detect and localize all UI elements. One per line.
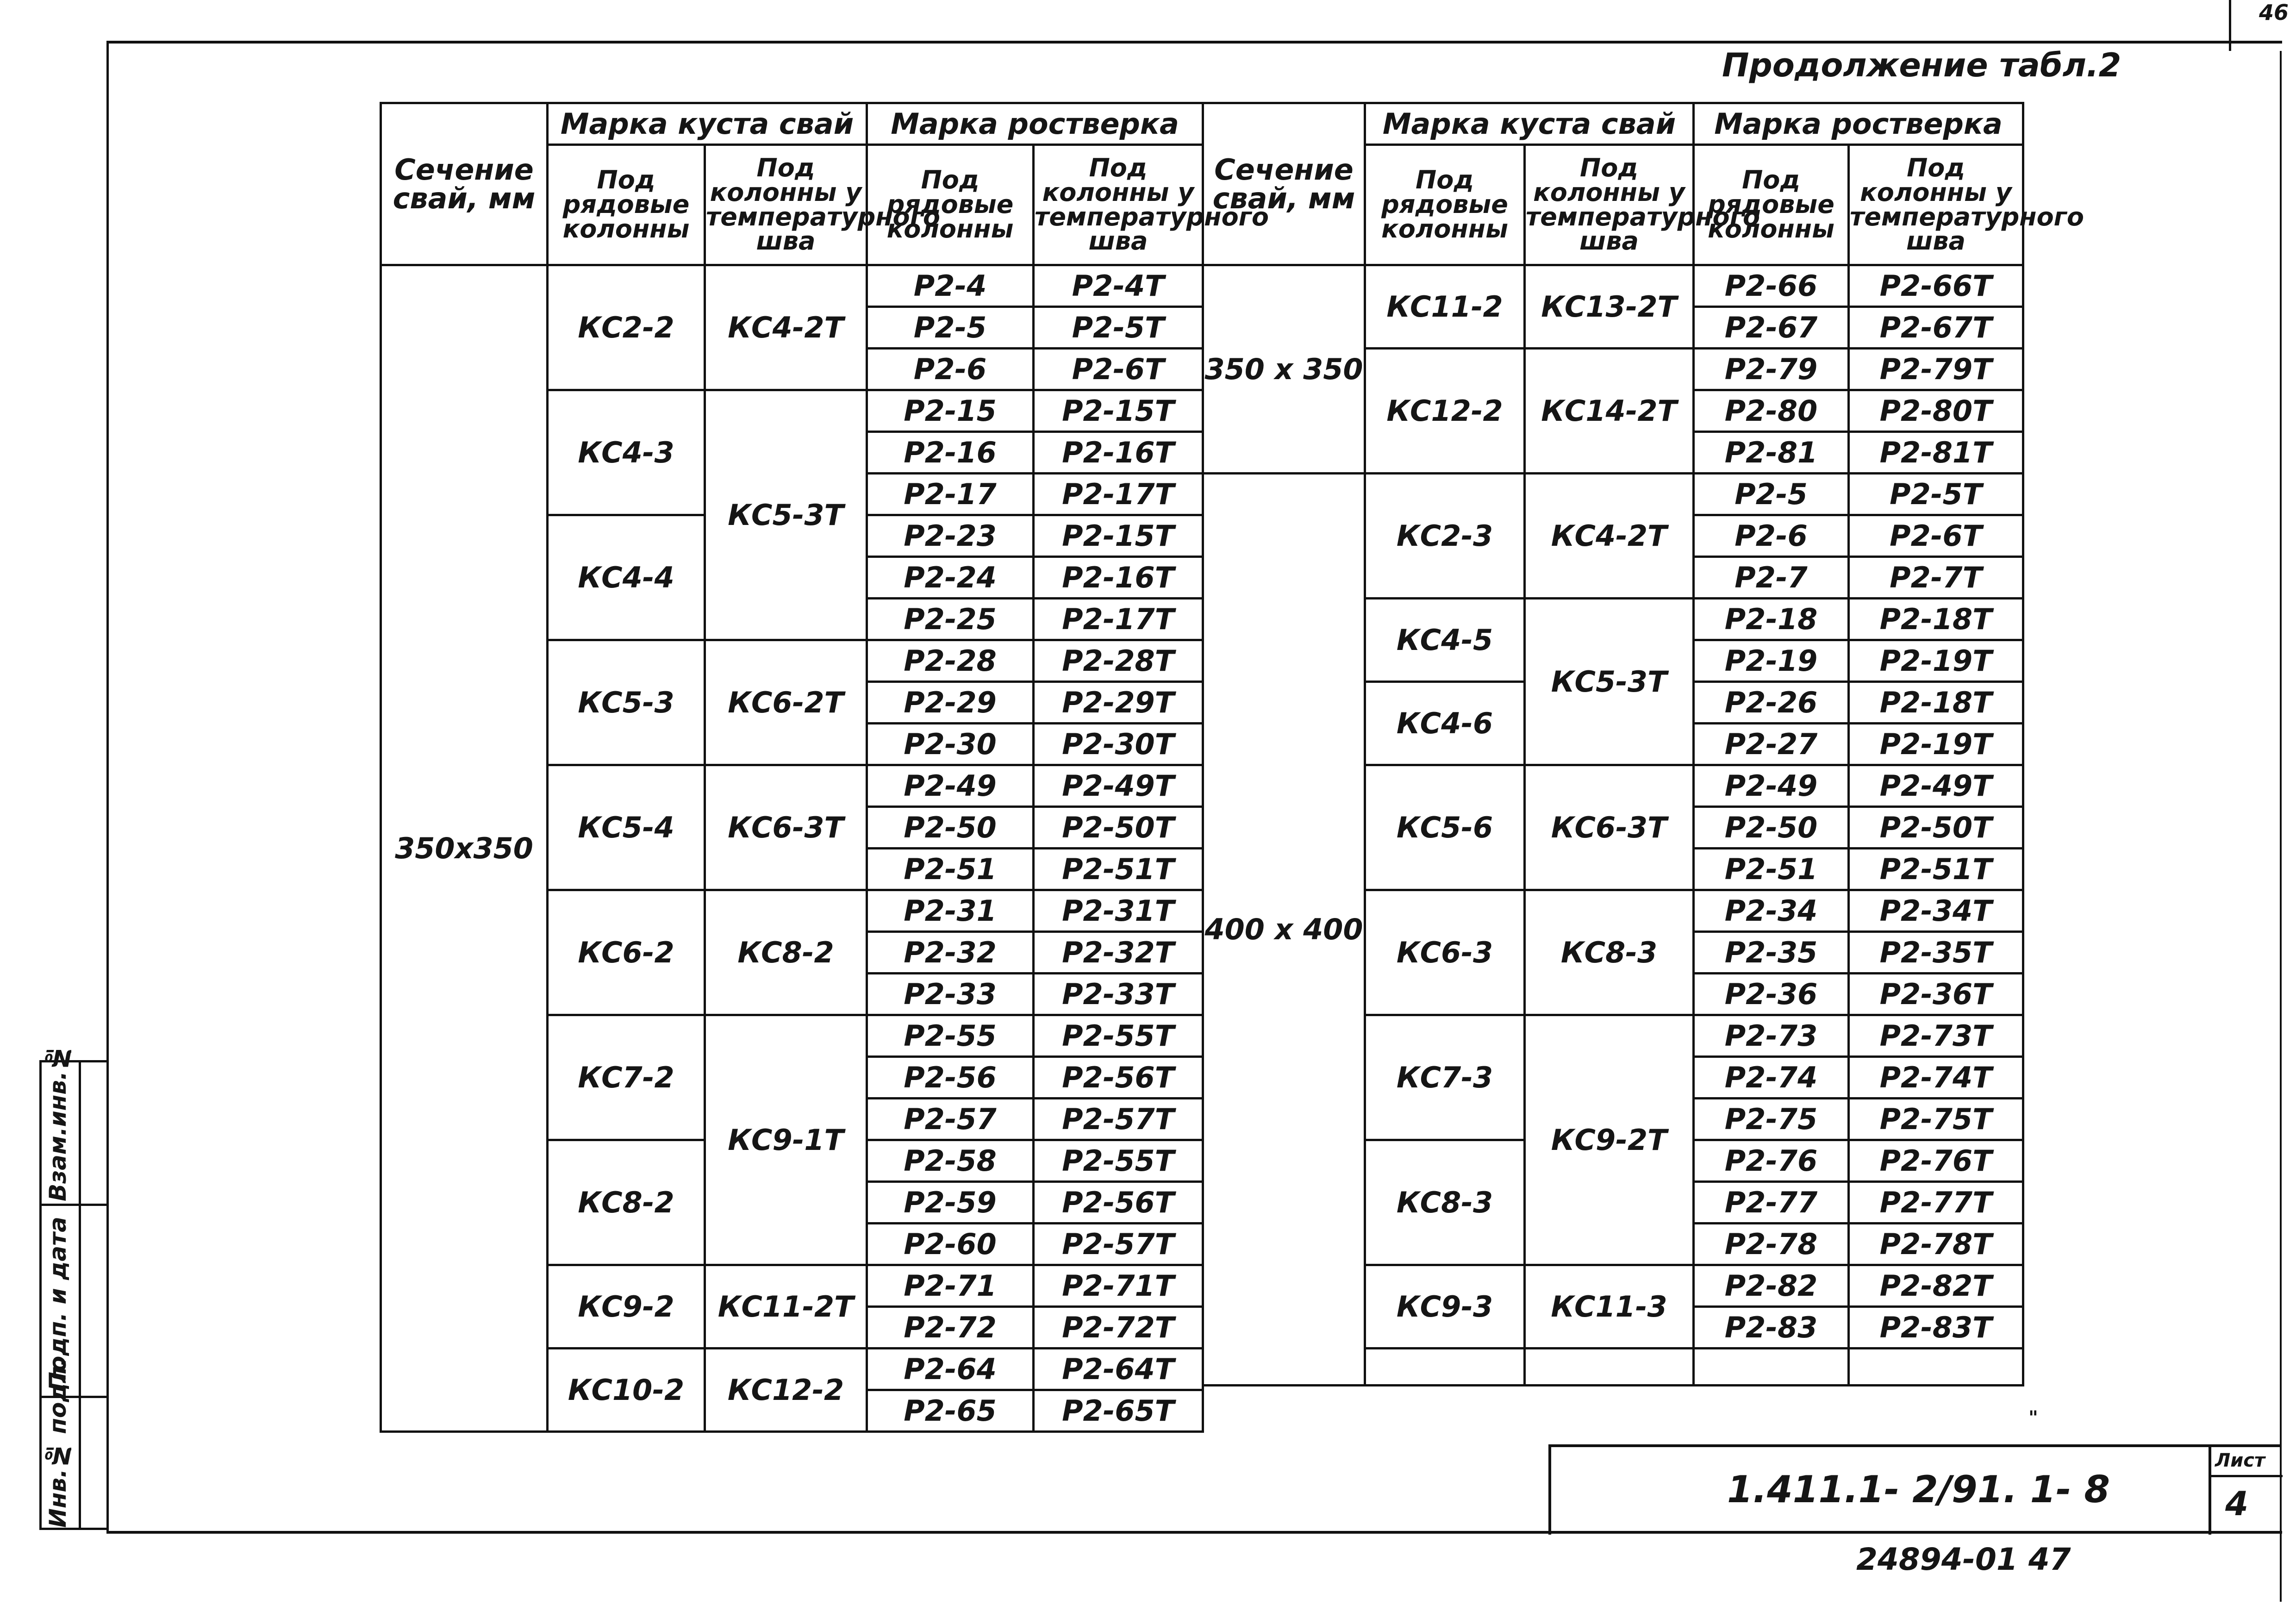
grillage-temp: Р2-29Т — [1034, 682, 1203, 724]
grillage-row: Р2-51 — [1694, 849, 1849, 890]
stamp-label-inv-no: Инв.№ подл. — [44, 1357, 71, 1528]
piles-table-left — [380, 102, 1269, 1433]
empty-cell — [1365, 1349, 1525, 1386]
grillage-temp: Р2-50Т — [1849, 807, 2023, 849]
grillage-row: Р2-33 — [867, 974, 1034, 1015]
grillage-temp: Р2-15Т — [1034, 515, 1203, 557]
row-cluster: КС7-3 — [1365, 1015, 1525, 1140]
title-block — [1548, 1444, 2280, 1535]
header-grillage: Марка ростверка — [867, 103, 1203, 145]
grillage-temp: Р2-67Т — [1849, 307, 2023, 349]
grillage-temp: Р2-80Т — [1849, 390, 2023, 432]
temp-cluster: КС8-3 — [1525, 890, 1694, 1015]
row-cluster: КС6-2 — [548, 890, 705, 1015]
header-pile-cluster: Марка куста свай — [548, 103, 867, 145]
grillage-temp: Р2-83Т — [1849, 1307, 2023, 1349]
grillage-row: Р2-59 — [867, 1182, 1034, 1224]
header-pile-cluster: Марка куста свай — [1365, 103, 1694, 145]
grillage-row: Р2-80 — [1694, 390, 1849, 432]
piles-table-right — [1202, 102, 2084, 1386]
row-cluster: КС9-3 — [1365, 1265, 1525, 1349]
row-cluster: КС2-3 — [1365, 474, 1525, 599]
grillage-temp: Р2-32Т — [1034, 932, 1203, 974]
grillage-temp: Р2-5Т — [1849, 474, 2023, 515]
sheet-divider — [2211, 1475, 2283, 1477]
row-cluster: КС4-3 — [548, 390, 705, 515]
grillage-row: Р2-73 — [1694, 1015, 1849, 1057]
temp-cluster: КС11-2Т — [705, 1265, 867, 1349]
row-cluster: КС11-2 — [1365, 265, 1525, 349]
row-cluster: КС5-3 — [548, 640, 705, 765]
grillage-temp: Р2-64Т — [1034, 1349, 1203, 1390]
grillage-row: Р2-55 — [867, 1015, 1034, 1057]
grillage-row: Р2-49 — [1694, 765, 1849, 807]
grillage-row: Р2-7 — [1694, 557, 1849, 599]
grillage-temp: Р2-33Т — [1034, 974, 1203, 1015]
empty-cell — [1694, 1349, 1849, 1386]
temp-cluster: КС5-3Т — [1525, 599, 1694, 765]
section-value: 400 x 400 — [1203, 474, 1365, 1386]
grillage-row: Р2-57 — [867, 1099, 1034, 1140]
grillage-temp: Р2-65Т — [1034, 1390, 1203, 1432]
grillage-row: Р2-4 — [867, 265, 1034, 307]
header-under-temp: Под колонны у температурного шва — [1525, 145, 1694, 265]
grillage-temp: Р2-36Т — [1849, 974, 2023, 1015]
header-under-temp: Под колонны у температурного шва — [705, 145, 867, 265]
grillage-row: Р2-58 — [867, 1140, 1034, 1182]
row-cluster: КС4-4 — [548, 515, 705, 640]
grillage-row: Р2-83 — [1694, 1307, 1849, 1349]
grillage-temp: Р2-51Т — [1849, 849, 2023, 890]
grillage-temp: Р2-7Т — [1849, 557, 2023, 599]
temp-cluster: КС6-3Т — [1525, 765, 1694, 890]
row-cluster: КС9-2 — [548, 1265, 705, 1349]
grillage-row: Р2-71 — [867, 1265, 1034, 1307]
grillage-row: Р2-27 — [1694, 724, 1849, 765]
row-cluster: КС5-6 — [1365, 765, 1525, 890]
header-section: Сечение свай, мм — [1203, 103, 1365, 265]
grillage-row: Р2-28 — [867, 640, 1034, 682]
grillage-row: Р2-23 — [867, 515, 1034, 557]
grillage-row: Р2-77 — [1694, 1182, 1849, 1224]
grillage-temp: Р2-50Т — [1034, 807, 1203, 849]
header-under-temp: Под колонны у температурного шва — [1034, 145, 1203, 265]
grillage-temp: Р2-56Т — [1034, 1057, 1203, 1099]
grillage-row: Р2-56 — [867, 1057, 1034, 1099]
grillage-temp: Р2-15Т — [1034, 390, 1203, 432]
grillage-temp: Р2-31Т — [1034, 890, 1203, 932]
grillage-temp: Р2-6Т — [1849, 515, 2023, 557]
grillage-temp: Р2-57Т — [1034, 1224, 1203, 1265]
grillage-row: Р2-74 — [1694, 1057, 1849, 1099]
header-under-temp: Под колонны у температурного шва — [1849, 145, 2023, 265]
grillage-row: Р2-79 — [1694, 349, 1849, 390]
grillage-temp: Р2-81Т — [1849, 432, 2023, 474]
row-cluster: КС2-2 — [548, 265, 705, 390]
temp-cluster: КС4-2Т — [705, 265, 867, 390]
empty-cell — [1525, 1349, 1694, 1386]
temp-cluster: КС8-2 — [705, 890, 867, 1015]
sheet-cell — [2209, 1447, 2283, 1535]
grillage-temp: Р2-74Т — [1849, 1057, 2023, 1099]
grillage-row: Р2-66 — [1694, 265, 1849, 307]
row-cluster: КС6-3 — [1365, 890, 1525, 1015]
grillage-row: Р2-75 — [1694, 1099, 1849, 1140]
sheet-number: 4 — [2225, 1484, 2249, 1523]
grillage-row: Р2-15 — [867, 390, 1034, 432]
temp-cluster: КС11-3 — [1525, 1265, 1694, 1349]
row-cluster: КС5-4 — [548, 765, 705, 890]
header-grillage: Марка ростверка — [1694, 103, 2023, 145]
grillage-temp: Р2-35Т — [1849, 932, 2023, 974]
grillage-temp: Р2-66Т — [1849, 265, 2023, 307]
grillage-temp: Р2-71Т — [1034, 1265, 1203, 1307]
row-cluster: КС4-6 — [1365, 682, 1525, 765]
grillage-row: Р2-72 — [867, 1307, 1034, 1349]
grillage-row: Р2-51 — [867, 849, 1034, 890]
section-value: 350x350 — [381, 265, 548, 1432]
grillage-temp: Р2-78Т — [1849, 1224, 2023, 1265]
sheet-right-edge — [2280, 51, 2282, 1602]
grillage-row: Р2-50 — [867, 807, 1034, 849]
grillage-row: Р2-49 — [867, 765, 1034, 807]
stamp-label-replaced-inv: Взам.инв.№ — [44, 1044, 71, 1201]
grillage-row: Р2-16 — [867, 432, 1034, 474]
tick-mark: " — [2028, 1407, 2038, 1429]
grillage-temp: Р2-16Т — [1034, 557, 1203, 599]
header-under-row: Под рядовые колонны — [1365, 145, 1525, 265]
stamp-label-sign-date: Подп. и дата — [44, 1217, 71, 1391]
continuation-label: Продолжение табл.2 — [1722, 46, 2121, 84]
header-section: Сечение свай, мм — [381, 103, 548, 265]
temp-cluster: КС5-3Т — [705, 390, 867, 640]
temp-cluster: КС13-2Т — [1525, 265, 1694, 349]
grillage-row: Р2-81 — [1694, 432, 1849, 474]
grillage-row: Р2-25 — [867, 599, 1034, 640]
grillage-temp: Р2-5Т — [1034, 307, 1203, 349]
grillage-row: Р2-5 — [867, 307, 1034, 349]
grillage-row: Р2-5 — [1694, 474, 1849, 515]
archive-number: 24894-01 47 — [1856, 1542, 2071, 1577]
grillage-temp: Р2-49Т — [1849, 765, 2023, 807]
grillage-row: Р2-78 — [1694, 1224, 1849, 1265]
grillage-row: Р2-64 — [867, 1349, 1034, 1390]
grillage-temp: Р2-28Т — [1034, 640, 1203, 682]
grillage-temp: Р2-79Т — [1849, 349, 2023, 390]
grillage-row: Р2-35 — [1694, 932, 1849, 974]
grillage-row: Р2-50 — [1694, 807, 1849, 849]
grillage-row: Р2-34 — [1694, 890, 1849, 932]
grillage-temp: Р2-75Т — [1849, 1099, 2023, 1140]
row-cluster: КС4-5 — [1365, 599, 1525, 682]
grillage-temp: Р2-57Т — [1034, 1099, 1203, 1140]
side-stamp — [39, 1044, 109, 1530]
row-cluster: КС12-2 — [1365, 349, 1525, 474]
grillage-row: Р2-18 — [1694, 599, 1849, 640]
row-cluster: КС10-2 — [548, 1349, 705, 1432]
temp-cluster: КС4-2Т — [1525, 474, 1694, 599]
grillage-temp: Р2-76Т — [1849, 1140, 2023, 1182]
grillage-temp: Р2-56Т — [1034, 1182, 1203, 1224]
grillage-row: Р2-26 — [1694, 682, 1849, 724]
temp-cluster: КС9-2Т — [1525, 1015, 1694, 1265]
grillage-temp: Р2-30Т — [1034, 724, 1203, 765]
grillage-row: Р2-29 — [867, 682, 1034, 724]
grillage-temp: Р2-19Т — [1849, 724, 2023, 765]
grillage-temp: Р2-6Т — [1034, 349, 1203, 390]
grillage-temp: Р2-82Т — [1849, 1265, 2023, 1307]
grillage-temp: Р2-55Т — [1034, 1140, 1203, 1182]
grillage-temp: Р2-55Т — [1034, 1015, 1203, 1057]
grillage-row: Р2-82 — [1694, 1265, 1849, 1307]
grillage-row: Р2-31 — [867, 890, 1034, 932]
document-code: 1.411.1- 2/91. 1- 8 — [1727, 1468, 2110, 1511]
grillage-row: Р2-6 — [867, 349, 1034, 390]
grillage-temp: Р2-73Т — [1849, 1015, 2023, 1057]
header-under-row: Под рядовые колонны — [867, 145, 1034, 265]
grillage-temp: Р2-49Т — [1034, 765, 1203, 807]
row-cluster: КС7-2 — [548, 1015, 705, 1140]
temp-cluster: КС14-2Т — [1525, 349, 1694, 474]
grillage-row: Р2-17 — [867, 474, 1034, 515]
grillage-row: Р2-60 — [867, 1224, 1034, 1265]
temp-cluster: КС6-3Т — [705, 765, 867, 890]
temp-cluster: КС9-1Т — [705, 1015, 867, 1265]
grillage-temp: Р2-51Т — [1034, 849, 1203, 890]
header-under-row: Под рядовые колонны — [1694, 145, 1849, 265]
row-cluster: КС8-2 — [548, 1140, 705, 1265]
page-number: 46 — [2259, 0, 2289, 25]
grillage-temp: Р2-18Т — [1849, 682, 2023, 724]
grillage-row: Р2-24 — [867, 557, 1034, 599]
grillage-row: Р2-65 — [867, 1390, 1034, 1432]
sheet-label: Лист — [2215, 1450, 2265, 1471]
empty-cell — [1849, 1349, 2023, 1386]
grillage-temp: Р2-4Т — [1034, 265, 1203, 307]
grillage-row: Р2-6 — [1694, 515, 1849, 557]
temp-cluster: КС6-2Т — [705, 640, 867, 765]
header-under-row: Под рядовые колонны — [548, 145, 705, 265]
grillage-temp: Р2-17Т — [1034, 599, 1203, 640]
grillage-temp: Р2-72Т — [1034, 1307, 1203, 1349]
grillage-row: Р2-30 — [867, 724, 1034, 765]
grillage-row: Р2-36 — [1694, 974, 1849, 1015]
section-value: 350 x 350 — [1203, 265, 1365, 474]
grillage-row: Р2-76 — [1694, 1140, 1849, 1182]
grillage-temp: Р2-34Т — [1849, 890, 2023, 932]
grillage-temp: Р2-17Т — [1034, 474, 1203, 515]
row-cluster: КС8-3 — [1365, 1140, 1525, 1265]
grillage-row: Р2-67 — [1694, 307, 1849, 349]
temp-cluster: КС12-2 — [705, 1349, 867, 1432]
grillage-row: Р2-19 — [1694, 640, 1849, 682]
grillage-row: Р2-32 — [867, 932, 1034, 974]
grillage-temp: Р2-19Т — [1849, 640, 2023, 682]
grillage-temp: Р2-16Т — [1034, 432, 1203, 474]
grillage-temp: Р2-18Т — [1849, 599, 2023, 640]
grillage-temp: Р2-77Т — [1849, 1182, 2023, 1224]
